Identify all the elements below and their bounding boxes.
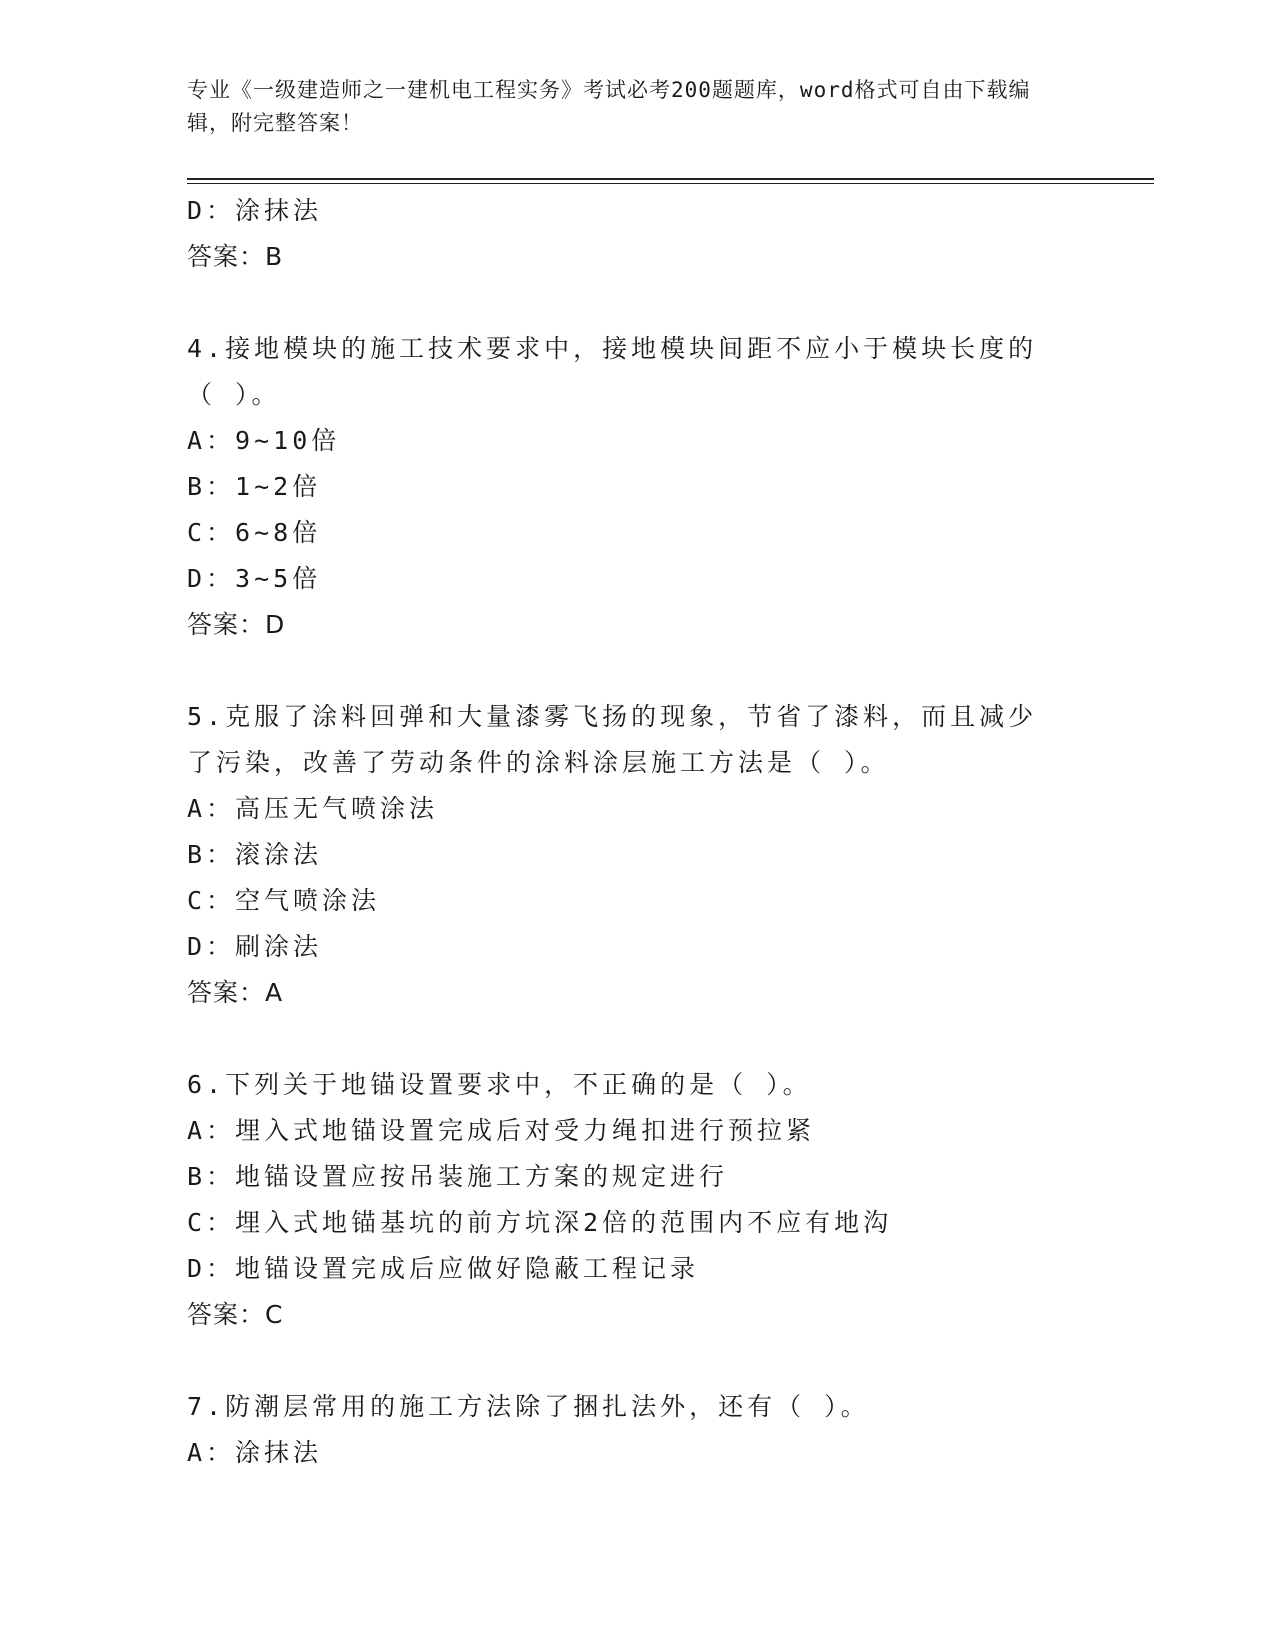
q4-option-c: C：6~8倍 — [187, 518, 322, 547]
q6-answer: 答案：C — [187, 1300, 284, 1329]
option-d: D：涂抹法 — [187, 196, 323, 225]
q4-option-b: B：1~2倍 — [187, 472, 322, 501]
q4-option-a: A：9~10倍 — [187, 426, 341, 455]
q4-answer: 答案：D — [187, 610, 286, 639]
spacer — [187, 280, 1147, 326]
q7-option-a: A：涂抹法 — [187, 1438, 323, 1467]
question-7-text: 7.防潮层常用的施工方法除了捆扎法外，还有（ ）。 — [187, 1392, 870, 1421]
spacer — [187, 648, 1147, 694]
spacer — [187, 1338, 1147, 1384]
q5-option-d: D：刷涂法 — [187, 932, 323, 961]
q4-option-d: D：3~5倍 — [187, 564, 322, 593]
q5-option-c: C：空气喷涂法 — [187, 886, 381, 915]
q5-option-a: A：高压无气喷涂法 — [187, 794, 439, 823]
question-5-text: 5.克服了涂料回弹和大量漆雾飞扬的现象，节省了漆料，而且减少了污染，改善了劳动条件的涂料涂层施工方法是（ ）。 — [187, 702, 1038, 777]
q6-option-b: B：地锚设置应按吊装施工方案的规定进行 — [187, 1162, 729, 1191]
spacer — [187, 1016, 1147, 1062]
answer-line: 答案：B — [187, 242, 284, 271]
q6-option-c: C：埋入式地锚基坑的前方坑深2倍的范围内不应有地沟 — [187, 1208, 893, 1237]
question-list — [187, 188, 1147, 1476]
question-4-text: 4.接地模块的施工技术要求中，接地模块间距不应小于模块长度的（ ）。 — [187, 334, 1038, 409]
document-header: 专业《一级建造师之一建机电工程实务》考试必考200题题库，word格式可自由下载编辑，附完整答案！ — [187, 78, 1031, 135]
question-6-text: 6.下列关于地锚设置要求中，不正确的是（ ）。 — [187, 1070, 812, 1099]
q6-option-d: D：地锚设置完成后应做好隐蔽工程记录 — [187, 1254, 700, 1283]
header-rule-thin — [187, 183, 1154, 184]
header-rule-thick — [187, 178, 1154, 180]
q5-answer: 答案：A — [187, 978, 284, 1007]
q6-option-a: A：埋入式地锚设置完成后对受力绳扣进行预拉紧 — [187, 1116, 816, 1145]
q5-option-b: B：滚涂法 — [187, 840, 323, 869]
